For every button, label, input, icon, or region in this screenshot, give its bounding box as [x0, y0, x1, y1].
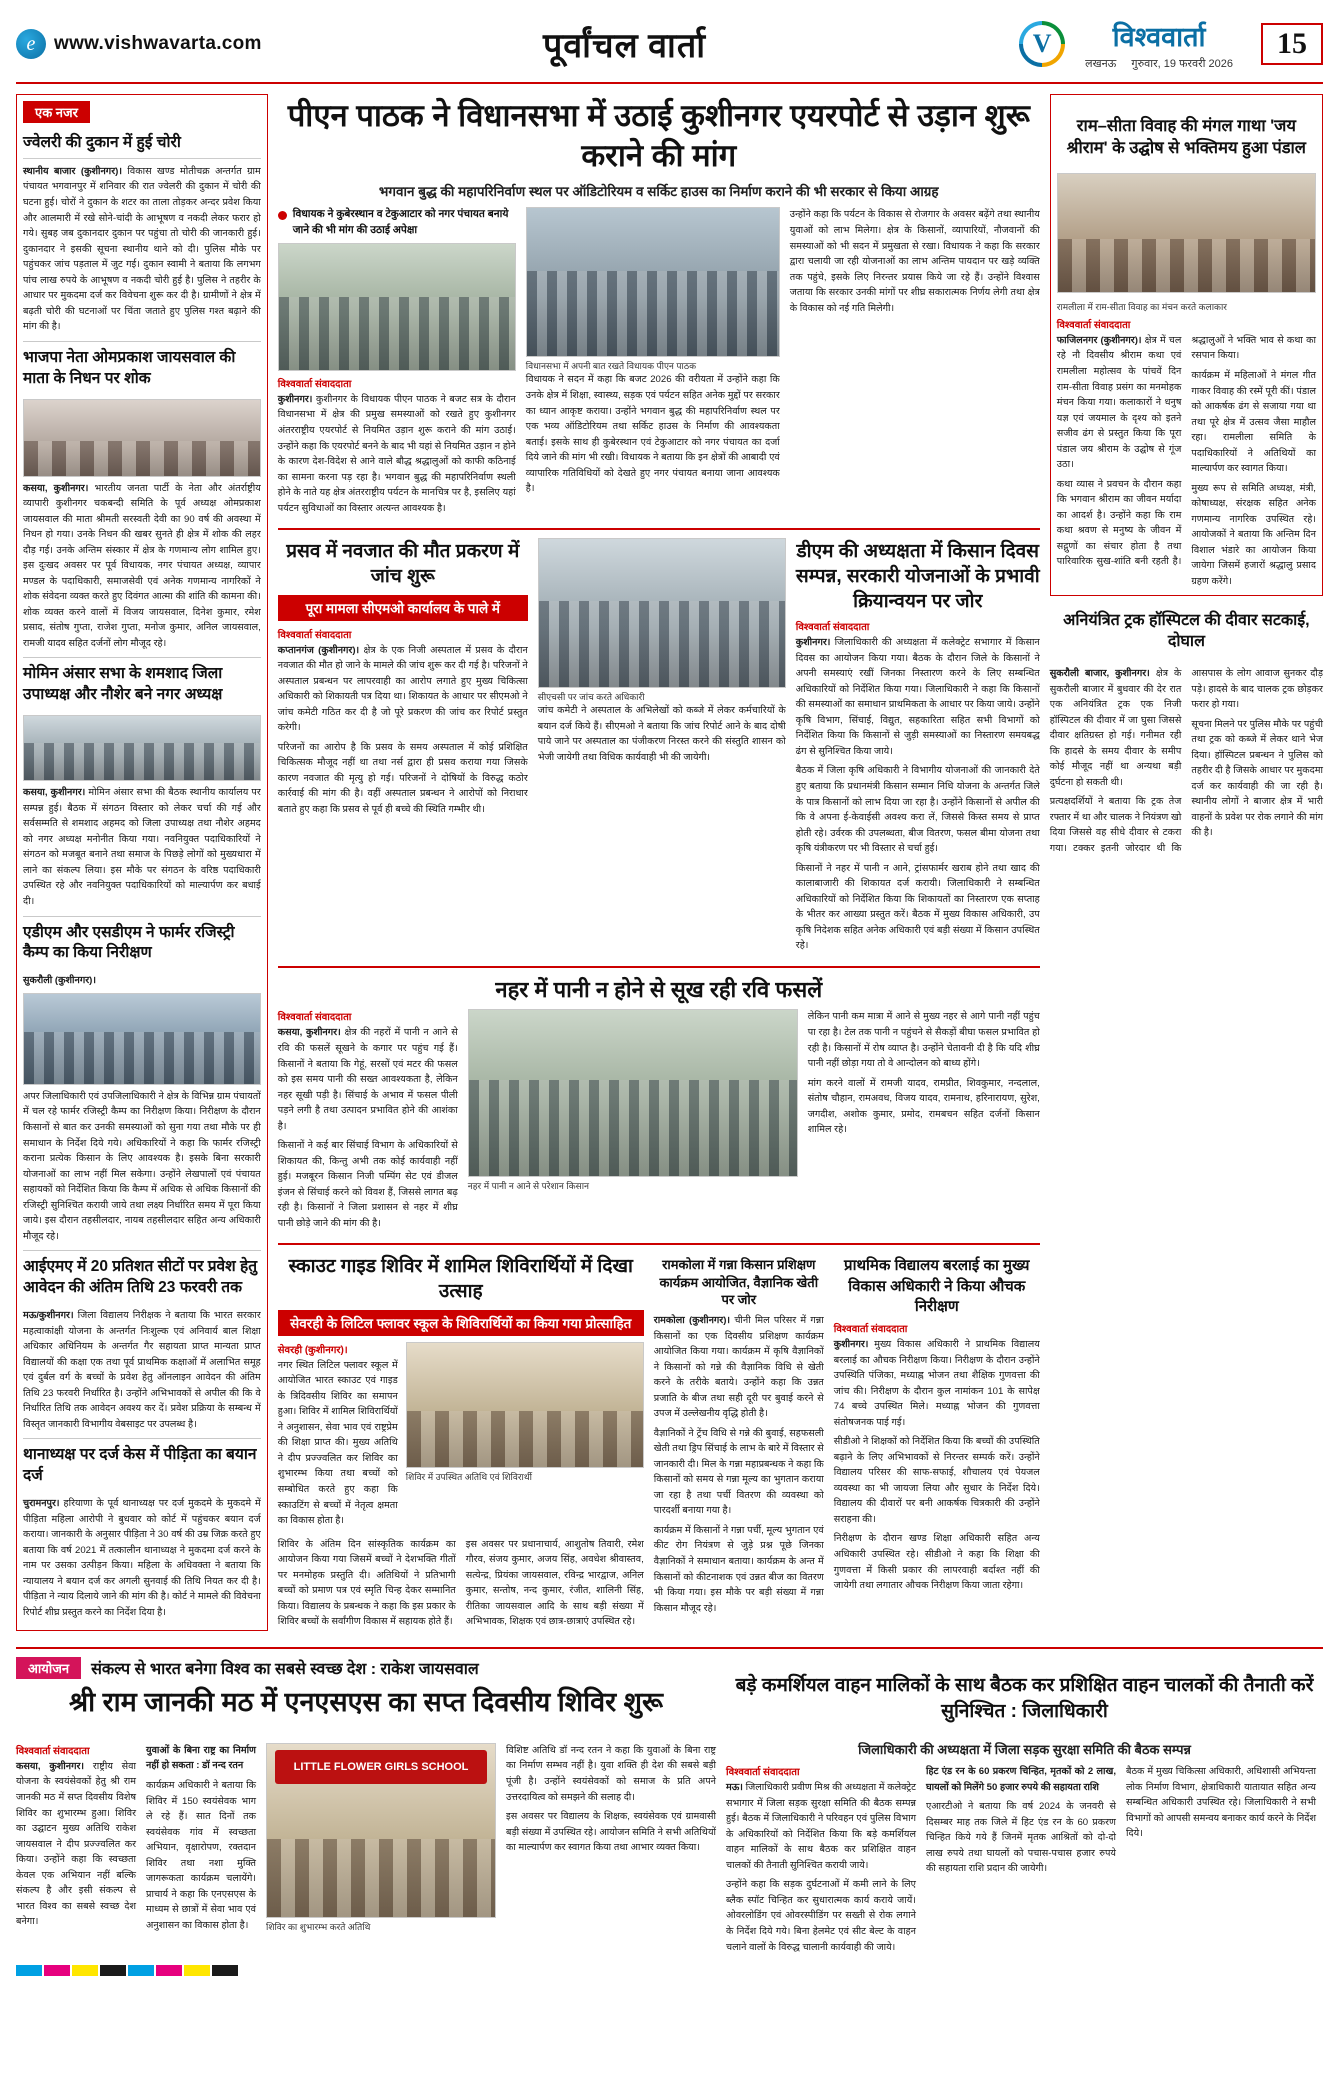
- scout-body-1: [278, 1358, 398, 1529]
- nss-photo: [266, 1743, 496, 1918]
- nahar-dateline: कसया, कुशीनगर।: [277, 1027, 341, 1039]
- dm-road-sidenote: [926, 1764, 1116, 1795]
- truck-headline[interactable]: अनियंत्रित ट्रक हॉस्पिटल की दीवार सटकाई, दोघाल: [1063, 611, 1310, 651]
- dm-byline: विश्ववार्ता संवाददाता: [795, 622, 870, 634]
- brand-subline: [1079, 56, 1239, 71]
- lead-body-2: [526, 372, 780, 496]
- truck-byline: सुकरौली बाजार, कुशीनगर।: [1049, 668, 1150, 680]
- lead-body-3: [790, 207, 1040, 316]
- scout-photo-caption: शिविर में उपस्थित अतिथि एवं शिविरार्थी: [405, 1471, 532, 1482]
- brief-photo-2: [23, 399, 261, 477]
- lead-body-1: [278, 392, 516, 516]
- truck-story: [1050, 610, 1323, 857]
- school-banner: LITTLE FLOWER GIRLS SCHOOL: [275, 1750, 487, 1784]
- brief-headline-3[interactable]: मोमिन अंसार सभा के शमशाद जिला उपाध्यक्ष और नौशेर बने नगर अध्यक्ष: [23, 665, 223, 704]
- lead-text-1: कुशीनगर के विधायक पीएन पाठक ने बजट सत्र के दौरान विधानसभा में क्षेत्र की प्रमुख समस्याओं को रखते हुए कुशीनगर अंतरराष्ट्रीय एयरपोर्ट से नियमित उड़ान शुरू कराने की मांग उठाई। उन्होंने कहा कि एयरपोर्ट बनने के बाद भी यहां से नियमित उड़ान न होने के कारण देश-विदेश से आने वाले बौद्ध श्रद्धालुओं को काफी कठिनाई का सामना करना पड़ रहा है। भगवान बुद्ध की महापरिनिर्वाण स्थली होने के नाते यह क्षेत्र अंतरराष्ट्रीय पर्यटन के मानचित्र पर है, इसलिए यहां पर्यटन सुविधाओं का विस्तार अत्यन्त आवश्यक है।: [277, 393, 516, 514]
- prasav-text-1: क्षेत्र के एक निजी अस्पताल में प्रसव के दौरान नवजात की मौत हो जाने के मामले की जांच शुरू कर दी गई है। परिजनों ने अस्पताल प्रबन्धन पर लापरवाही का आरोप लगाते हुए मुख्य चिकित्सा अधिकारी को शिकायती पत्र दिया था। शिकायत के आधार पर सीएमओ ने जांच कमेटी गठित कर दी है जो पूरे प्रकरण की जांच कर रिपोर्ट प्रस्तुत करेगी।: [277, 644, 528, 734]
- scout-headline[interactable]: स्काउट गाइड शिविर में शामिल शिविरार्थियों में दिखा उत्साह: [288, 1256, 633, 1303]
- dm-road-text-4: बैठक में मुख्य चिकित्सा अधिकारी, अधिशासी अभियन्ता लोक निर्माण विभाग, क्षेत्राधिकारी यातायात सहित अन्य सम्बन्धित अधिकारी उपस्थित रहे। जिलाधिकारी ने सभी विभागों को आपसी समन्वय बनाकर कार्य करने के निर्देश दिये।: [1126, 1766, 1316, 1840]
- nss-body-3: [506, 1743, 716, 1856]
- nahar-photo-caption: नहर में पानी न आने से परेशान किसान: [467, 1181, 590, 1192]
- dm-road-sidenote-text: हिट एंड रन के 60 प्रकरण चिन्हित, मृतकों को 2 लाख, घायलों को मिलेंगे 50 हजार रुपये की सहायता राशि: [926, 1766, 1116, 1793]
- brief-byline-2: कसया, कुशीनगर।: [23, 482, 89, 494]
- bullet-dot-icon: [278, 211, 287, 220]
- nahar-photo: [468, 1009, 798, 1177]
- lead-text-3: उन्होंने कहा कि पर्यटन के विकास से रोजगार के अवसर बढ़ेंगे तथा स्थानीय युवाओं को लाभ मिलेगा। क्षेत्र के किसानों, व्यापारियों, नौजवानों की समस्याओं को भी सदन में प्रमुखता से रखा। विधायक ने कहा कि सरकार द्वारा चलायी जा रही योजनाओं का लाभ अन्तिम पायदान पर खड़े व्यक्ति तक पहुंचे, इसके लिए निरन्तर प्रयास किये जा रहे हैं। उन्होंने विश्वास जताया कि सरकार उनकी मांगों पर शीघ्र सकारात्मक निर्णय लेगी तथा क्षेत्र के विकास को नई गति मिलेगी।: [789, 209, 1040, 314]
- barlai-text-2: सीडीओ ने शिक्षकों को निर्देशित किया कि बच्चों की उपस्थिति बढ़ाने के लिए अभिभावकों से निरन्तर सम्पर्क करें। उन्होंने विद्यालय परिसर की साफ-सफाई, शौचालय एवं पेयजल व्यवस्था का भी जायजा लिया और सुधार के निर्देश दिये। विद्यालय की दीवारों पर बनी आकर्षक चित्रकारी की उन्होंने सराहना की।: [833, 1436, 1040, 1525]
- story-barlai: [834, 1253, 1040, 1633]
- brief-body-4a: [23, 973, 261, 989]
- publish-date: गुरुवार, 19 फरवरी 2026: [1131, 58, 1233, 70]
- nahar-body-1: [278, 1025, 458, 1231]
- dm-dateline: कुशीनगर।: [795, 637, 831, 649]
- prasav-body-1: [278, 643, 528, 818]
- lead-subhead: भगवान बुद्ध की महापरिनिर्वाण स्थल पर ऑडिटोरियम व सर्किट हाउस का निर्माण कराने की भी सरकार से किया आग्रह: [378, 183, 939, 199]
- dm-road-body-3: [1126, 1764, 1316, 1842]
- nss-text-2: कार्यक्रम अधिकारी ने बताया कि शिविर में 150 स्वयंसेवक भाग ले रहे हैं। सात दिनों तक स्वयंसेवक गांव में स्वच्छता अभियान, वृक्षारोपण, रक्तदान शिविर तथा नशा मुक्ति जागरूकता कार्यक्रम चलायेंगे। प्राचार्य ने कहा कि एनएसएस के माध्यम से छात्रों में सेवा भाव एवं अनुशासन का विकास होता है।: [146, 1779, 256, 1931]
- nahar-text-2: किसानों ने कई बार सिंचाई विभाग के अधिकारियों से शिकायत की, किन्तु अभी तक कोई कार्यवाही नहीं हुई। मजबूरन किसान निजी पम्पिंग सेट एवं डीजल इंजन से सिंचाई करने को विवश हैं, जिससे लागत बढ़ रही है। किसानों ने जिला प्रशासन से नहर में शीघ्र पानी छोड़े जाने की मांग की है।: [277, 1140, 458, 1229]
- lead-bullet-1: [278, 207, 516, 237]
- lead-byline: विश्ववार्ता संवाददाता: [277, 378, 352, 390]
- nss-text-4: इस अवसर पर विद्यालय के शिक्षक, स्वयंसेवक एवं ग्रामवासी बड़ी संख्या में उपस्थित रहे। आयोजन समिति ने सभी अतिथियों का माल्यार्पण कर स्वागत किया तथा आभार व्यक्त किया।: [506, 1811, 716, 1854]
- nss-byline: विश्ववार्ता संवाददाता: [16, 1745, 90, 1757]
- ram-dateline: फाजिलनगर (कुशीनगर)।: [1056, 334, 1142, 346]
- barlai-dateline: कुशीनगर।: [833, 1339, 869, 1351]
- ramkola-text-2: वैज्ञानिकों ने ट्रेंच विधि से गन्ने की बुवाई, सहफसली खेती तथा ड्रिप सिंचाई के लाभ के बारे में विस्तार से जानकारी दी। मिल के गन्ना महाप्रबन्धक ने कहा कि किसानों को समय से गन्ना मूल्य का भुगतान कराया जा रहा है तथा पर्ची वितरण की व्यवस्था को पारदर्शी बनाया गया है।: [653, 1427, 824, 1517]
- brief-body-4: [23, 1089, 261, 1244]
- dm-road-byline: विश्ववार्ता संवाददाता: [726, 1767, 800, 1779]
- ram-photo: [1057, 173, 1316, 293]
- brief-text-4: अपर जिलाधिकारी एवं उपजिलाधिकारी ने क्षेत्र के विभिन्न ग्राम पंचायतों में चल रहे फार्मर रजिस्ट्री कैम्प का निरीक्षण किया। निरीक्षण के दौरान किसानों से बात कर उनकी समस्याओं को सुना गया तथा मौके पर ही समाधान के निर्देश दिये गये। अधिकारियों ने कहा कि फार्मर रजिस्ट्री कराना प्रत्येक किसान के लिए आवश्यक है। इसके बिना सरकारी योजनाओं का लाभ नहीं मिल सकेगा। उन्होंने लेखपालों एवं पंचायत सहायकों को निर्देशित किया कि कैम्प में अधिक से अधिक किसानों की रजिस्ट्री सुनिश्चित करायी जाये तथा लक्ष्य निर्धारित समय में पूरा किया जाये। इस दौरान तहसीलदार, नायब तहसीलदार सहित अन्य अधिकारी मौजूद रहे।: [23, 1090, 261, 1242]
- brief-text-6: हरियाणा के पूर्व थानाध्यक्ष पर दर्ज मुकदमे के मुकदमे में पीड़िता महिला आरोपी ने बुधवार को कोर्ट में पहुंचकर बयान दर्ज कराया। जानकारी के अनुसार पीड़िता ने 30 वर्ष की उम्र जिक्र करते हुए बताया कि वर्ष 2021 में तत्कालीन थानाध्यक्ष ने मुकदमा दर्ज करने के नाम पर उसका उत्पीड़न किया। महिला के अधिवक्ता ने बताया कि न्यायालय ने बयान दर्ज कर अगली सुनवाई की तिथि नियत कर दी है। पीड़िता ने न्याय दिलाये जाने की मांग की है। कोर्ट ने मामले की विवेचना रिपोर्ट शीघ्र प्रस्तुत करने का निर्देश दिया है।: [23, 1498, 261, 1618]
- story-scout: [278, 1253, 644, 1633]
- ramkola-byline: रामकोला (कुशीनगर)।: [653, 1315, 731, 1326]
- ram-headline[interactable]: राम–सीता विवाह की मंगल गाथा 'जय श्रीराम' के उद्घोष से भक्तिमय हुआ पंडाल: [1066, 116, 1306, 157]
- prasav-photo-caption: सीएचसी पर जांच करते अधिकारी: [537, 692, 645, 703]
- right-column: [1050, 94, 1323, 1639]
- truck-body: [1050, 666, 1323, 856]
- truck-text-3: सूचना मिलने पर पुलिस मौके पर पहुंची तथा ट्रक को कब्जे में लेकर थाने भेज दिया। हॉस्पिटल प्रबन्धन ने पुलिस को तहरीर दी है जिसके आधार पर मुकदमा दर्ज कर कार्यवाही की जा रही है। स्थानीय लोगों ने बाजार क्षेत्र में भारी वाहनों के प्रवेश पर रोक लगाने की मांग की है।: [1191, 718, 1323, 839]
- ram-text-2: कथा व्यास ने प्रवचन के दौरान कहा कि भगवान श्रीराम का जीवन मर्यादा का आदर्श है। उन्होंने कहा कि राम कथा श्रवण से मनुष्य के जीवन में सद्गुणों का संचार होता है तथा पारिवारिक सुख-शांति बनी रहती है। श्रद्धालुओं ने भक्ति भाव से कथा का रसपान किया।: [1056, 334, 1316, 568]
- row-scout-ramkola-barlai: [278, 1253, 1040, 1633]
- brief-headline-1[interactable]: ज्वेलरी की दुकान में हुई चोरी: [23, 133, 261, 159]
- middle-column: [278, 94, 1040, 1639]
- nss-text-3: विशिष्ट अतिथि डॉ नन्द रतन ने कहा कि युवाओं के बिना राष्ट्र का निर्माण सम्भव नहीं है। युवा शक्ति ही देश की सबसे बड़ी पूंजी है। उन्होंने स्वयंसेवकों को समाज के प्रति अपने उत्तरदायित्व को समझने की सलाह दी।: [506, 1744, 716, 1803]
- brief-photo-3: [23, 715, 261, 781]
- ram-text-3: कार्यक्रम में महिलाओं ने मंगल गीत गाकर विवाह की रस्में पूरी कीं। पंडाल को आकर्षक ढंग से सजाया गया था तथा पूरे क्षेत्र में उत्सव जैसा माहौल रहा। रामलीला समिति के पदाधिकारियों ने अतिथियों का माल्यार्पण कर स्वागत किया।: [1191, 369, 1316, 475]
- story-ramkola: [654, 1253, 824, 1633]
- dm-road-headline[interactable]: बड़े कमर्शियल वाहन मालिकों के साथ बैठक कर प्रशिक्षित वाहन चालकों की तैनाती करें सुनिश्चित : जिलाधिकारी: [735, 1675, 1314, 1722]
- brief-body-2: [23, 481, 261, 652]
- scout-text-2: शिविर के अंतिम दिन सांस्कृतिक कार्यक्रम का आयोजन किया गया जिसमें बच्चों ने देशभक्ति गीतों पर मनमोहक प्रस्तुति दी। अतिथियों ने प्रतिभागी बच्चों को प्रमाण पत्र एवं स्मृति चिन्ह देकर सम्मानित किया। विद्यालय के प्रबन्धक ने कहा कि इस प्रकार के शिविर बच्चों के सर्वांगीण विकास में सहायक होते हैं।: [277, 1538, 456, 1628]
- aayojan-strap: संकल्प से भारत बनेगा विश्व का सबसे स्वच्छ देश : राकेश जायसवाल: [91, 1661, 479, 1679]
- e-logo-icon: e: [16, 29, 46, 59]
- scout-text-3: इस अवसर पर प्रधानाचार्य, आशुतोष तिवारी, रमेश गौरव, संजय कुमार, अजय सिंह, अवधेश श्रीवास्तव, सत्येन्द्र, प्रियंका जायसवाल, रविन्द्र भारद्वाज, अनिल कुमार, सन्तोष, नन्द कुमार, रंजीत, शालिनी सिंह, रीतिका जायसवाल आदि के साथ बड़ी संख्या में अभिभावक, शिक्षक एवं छात्र-छात्राएं उपस्थित रहे।: [465, 1538, 644, 1628]
- truck-text-2: प्रत्यक्षदर्शियों ने बताया कि ट्रक तेज रफ्तार में था और चालक ने नियंत्रण खो दिया जिससे वह सीधे दीवार से टकरा गया। टक्कर इतनी जोरदार थी कि आसपास के लोग आवाज सुनकर दौड़ पड़े। हादसे के बाद चालक ट्रक छोड़कर फरार हो गया।: [1049, 668, 1323, 854]
- brief-headline-6[interactable]: थानाध्यक्ष पर दर्ज केस में पीड़िता का बयान दर्ज: [23, 1446, 257, 1485]
- prasav-text-3: जांच कमेटी ने अस्पताल के अभिलेखों को कब्जे में लेकर कर्मचारियों के बयान दर्ज किये हैं। सीएमओ ने बताया कि जांच रिपोर्ट आने के बाद दोषी पाये जाने पर अस्पताल का पंजीकरण निरस्त करने की संस्तुति शासन को भेजी जायेगी तथा विधिक कार्यवाही भी की जायेगी।: [537, 705, 786, 763]
- brief-headline-2[interactable]: भाजपा नेता ओमप्रकाश जायसवाल की माता के निधन पर शोक: [23, 348, 236, 387]
- lead-bullet-text-1: विधायक ने कुबेरस्थान व टेकुआटार को नगर पंचायत बनाये जाने की भी मांग की उठाई अपेक्षा: [292, 208, 509, 236]
- dm-road-text-1: जिलाधिकारी प्रवीण मिश्र की अध्यक्षता में कलेक्ट्रेट सभागार में जिला सड़क सुरक्षा समिति की बैठक सम्पन्न हुई। बैठक में जिलाधिकारी ने परिवहन एवं पुलिस विभाग के अधिकारियों को निर्देशित किया कि बड़े कमर्शियल वाहन मालिकों के साथ बैठक कर प्रशिक्षित वाहन चालकों की तैनाती सुनिश्चित करायी जाये।: [726, 1782, 917, 1871]
- dm-road-text-2: उन्होंने कहा कि सड़क दुर्घटनाओं में कमी लाने के लिए ब्लैक स्पॉट चिन्हित कर सुधारात्मक कार्य कराये जायें। ओवरलोडिंग एवं ओवरस्पीडिंग पर सख्ती से रोक लगाने के निर्देश दिये गये। बिना हेलमेट एवं सीट बेल्ट के वाहन चलाने वालों के विरुद्ध चालानी कार्यवाही की जाये।: [726, 1879, 916, 1953]
- page-number: 15: [1261, 23, 1323, 65]
- barlai-byline: विश्ववार्ता संवाददाता: [833, 1324, 908, 1336]
- page-content: [16, 94, 1323, 1639]
- ram-text-4: मुख्य रूप से समिति अध्यक्ष, मंत्री, कोषाध्यक्ष, संरक्षक सहित अनेक गणमान्य नागरिक उपस्थित रहे। आयोजकों ने बताया कि अन्तिम दिन विशाल भंडारे का आयोजन किया जायेगा जिसमें हजारों श्रद्धालु प्रसाद ग्रहण करेंगे।: [1191, 482, 1316, 587]
- brief-body-3: [23, 785, 261, 909]
- barlai-text-3: निरीक्षण के दौरान खण्ड शिक्षा अधिकारी सहित अन्य अधिकारी उपस्थित रहे। सीडीओ ने कहा कि शिक्षा की गुणवत्ता में किसी प्रकार की लापरवाही बर्दाश्त नहीं की जायेगी तथा लगातार औचक निरीक्षण किया जाता रहेगा।: [833, 1533, 1040, 1592]
- barlai-headline[interactable]: प्राथमिक विद्यालय बरलाई का मुख्य विकास अधिकारी ने किया औचक निरीक्षण: [844, 1257, 1030, 1315]
- lead-photo-caption: विधानसभा में अपनी बात रखते विधायक पीएन पाठक: [525, 361, 697, 372]
- brief-byline-1: स्थानीय बाजार (कुशीनगर)।: [23, 165, 122, 177]
- dm-road-text-3: एआरटीओ ने बताया कि वर्ष 2024 के जनवरी से दिसम्बर माह तक जिले में हिट एंड रन के 60 प्रकरण चिन्हित किये गये हैं जिनमें मृतक आश्रितों को दो-दो लाख रुपये तथा घायलों को पचास-पचास हजार रुपये की सहायता राशि प्रदान की जायेगी।: [926, 1801, 1116, 1875]
- nss-headline[interactable]: श्री राम जानकी मठ में एनएसएस का सप्त दिवसीय शिविर शुरू: [69, 1687, 663, 1718]
- brief-headline-5[interactable]: आईएमए में 20 प्रतिशत सीटों पर प्रवेश हेतु आवेदन की अंतिम तिथि 23 फरवरी तक: [23, 1258, 258, 1297]
- nahar-byline: विश्ववार्ता संवाददाता: [277, 1012, 352, 1024]
- brief-byline-6: चुरामनपुर।: [23, 1498, 60, 1510]
- brief-text-3: मोमिन अंसार सभा की बैठक स्थानीय कार्यालय पर सम्पन्न हुई। बैठक में संगठन विस्तार को लेकर चर्चा की गई और सर्वसम्मति से शमशाद अहमद को जिला उपाध्यक्ष तथा नौशेर अहमद को नगर अध्यक्ष मनोनीत किया गया। नवनियुक्त पदाधिकारियों ने संगठन को मजबूत बनाने तथा समाज के पिछड़े लोगों को मुख्यधारा में लाने का संकल्प लिया। इस मौके पर संगठन के वरिष्ठ पदाधिकारी उपस्थित रहे और नवनियुक्त पदाधिकारियों को माल्यार्पण कर बधाई दी।: [23, 787, 261, 908]
- dm-road-subline: जिलाधिकारी की अध्यक्षता में जिला सड़क सुरक्षा समिति की बैठक सम्पन्न: [858, 1742, 1191, 1758]
- barlai-text-1: मुख्य विकास अधिकारी ने प्राथमिक विद्यालय बरलाई का औचक निरीक्षण किया। निरीक्षण के दौरान उन्होंने उपस्थिति पंजिका, मध्याह्न भोजन तथा शैक्षिक गुणवत्ता की जांच की। निरीक्षण के दौरान कुल नामांकन 101 के सापेक्ष 74 बच्चे उपस्थित मिले। मध्याह्न भोजन की गुणवत्ता संतोषजनक पाई गई।: [833, 1339, 1040, 1428]
- lead-photo-main: [526, 207, 780, 357]
- ramkola-text-3: कार्यक्रम में किसानों ने गन्ना पर्ची, मूल्य भुगतान एवं कीट रोग नियंत्रण से जुड़े प्रश्न पूछे जिनका वैज्ञानिकों ने समाधान बताया। कार्यक्रम के अन्त में किसानों को कीटनाशक एवं उन्नत बीज का वितरण भी किया गया। इस मौके पर बड़ी संख्या में गन्ना किसान मौजूद रहे।: [653, 1524, 824, 1614]
- masthead-right: [903, 17, 1323, 71]
- brand-logo-icon: [1019, 21, 1065, 67]
- row-prasav-dm: [278, 538, 1040, 958]
- ram-byline: विश्ववार्ता संवाददाता: [1056, 319, 1131, 331]
- masthead-center: [346, 21, 903, 67]
- brief-headline-4[interactable]: एडीएम और एसडीएम ने फार्मर रजिस्ट्री कैम्प का किया निरीक्षण: [23, 923, 235, 962]
- dm-road-body-1: [726, 1780, 916, 1955]
- brief-body-1: [23, 164, 261, 335]
- nss-body-2: [146, 1778, 256, 1933]
- bottom-left-story: [16, 1657, 716, 1959]
- lead-headline[interactable]: पीएन पाठक ने विधानसभा में उठाई कुशीनगर एयरपोर्ट से उड़ान शुरू कराने की मांग: [287, 98, 1030, 174]
- dm-text-2: बैठक में जिला कृषि अधिकारी ने विभागीय योजनाओं की जानकारी देते हुए बताया कि प्रधानमंत्री किसान सम्मान निधि योजना के अन्तर्गत जिले के पात्र किसानों को लाभ दिया जा रहा है। उन्होंने किसानों से अपील की कि वे अपना ई-केवाईसी अवश्य करा लें, जिससे किस्त समय से प्राप्त होती रहे। उर्वरक की उपलब्धता, बीज वितरण, फसल बीमा योजना तथा कृषि यंत्रीकरण पर भी विस्तार से चर्चा हुई।: [795, 765, 1040, 855]
- barlai-body: [834, 1337, 1040, 1594]
- brand-name: विश्ववार्ता: [1112, 22, 1206, 52]
- brief-body-6: [23, 1496, 261, 1620]
- aayojan-tag: आयोजन: [16, 1657, 81, 1679]
- scout-body-2: [278, 1537, 644, 1634]
- nss-body-1: [16, 1759, 136, 1930]
- dm-road-dateline: मऊ।: [726, 1782, 743, 1794]
- brief-body-5: [23, 1308, 261, 1432]
- ram-story-box: [1050, 94, 1323, 596]
- brief-text-1: विकास खण्ड मोतीचक्र अन्तर्गत ग्राम पंचायत भगवानपुर में शनिवार की रात ज्वेलरी की दुकान में चोरी की घटना हुई। चोरों ने दुकान के शटर का ताला तोड़कर अन्दर प्रवेश किया और आलमारी में रखे सोने-चांदी के आभूषण व नकदी लेकर फरार हो गये। सुबह जब दुकानदार दुकान पर पहुंचा तो चोरी की जानकारी हुई। दुकानदार ने इसकी सूचना स्थानीय थाने को दी। पुलिस मौके पर पहुंचकर जांच पड़ताल में जुट गई। दुकान स्वामी ने बताया कि लगभग पांच लाख रुपये के आभूषण व नकदी चोरी हुई है। पुलिस ने तहरीर के आधार पर मुकदमा दर्ज कर विवेचना शुरू कर दी है। ग्रामीणों ने क्षेत्र में बढ़ती चोरी की घटनाओं पर चिंता जताते हुए पुलिस गश्त बढ़ाने की मांग की है।: [23, 165, 261, 333]
- nahar-headline[interactable]: नहर में पानी न होने से सूख रही रवि फसलें: [495, 976, 823, 1002]
- story-prasav-photo-col: [538, 538, 786, 958]
- brief-byline-3: कसया, कुशीनगर।: [23, 787, 86, 799]
- nahar-text-3: लेकिन पानी कम मात्रा में आने से मुख्य नहर से आगे पानी नहीं पहुंच पा रहा है। टेल तक पानी न पहुंचने से सैकड़ों बीघा फसल प्रभावित हो रही है। किसानों में रोष व्याप्त है। उन्होंने चेतावनी दी है कि यदि शीघ्र पानी नहीं छोड़ा गया तो वे आन्दोलन को बाध्य होंगे।: [807, 1011, 1040, 1070]
- prasav-byline: विश्ववार्ता संवाददाता: [277, 629, 352, 641]
- nss-subnote: [146, 1743, 256, 1774]
- place: लखनऊ: [1085, 58, 1117, 70]
- scout-photo: [406, 1342, 644, 1468]
- lead-photo-left: [278, 243, 516, 371]
- lead-story: [278, 96, 1040, 520]
- nss-subnote-text: युवाओं के बिना राष्ट्र का निर्माण नहीं हो सकता : डॉ नन्द रतन: [146, 1744, 256, 1772]
- masthead-left: [16, 29, 346, 59]
- brief-text-2: भारतीय जनता पार्टी के नेता और अंतर्राष्ट्रीय व्यापारी कुशीनगर चकबन्दी समिति के पूर्व अध्यक्ष ओमप्रकाश जायसवाल की माता श्रीमती सरस्वती देवी का 90 वर्ष की अवस्था में निधन हो गया। उनके निधन की खबर सुनते ही क्षेत्र में शोक की लहर दौड़ गई। उनके अन्तिम संस्कार में क्षेत्र के गणमान्य लोग शामिल हुए। इस दुःखद अवसर पर पूर्व विधायक, नगर पंचायत अध्यक्ष, व्यापार मण्डल के पदाधिकारी, समाजसेवी एवं अनेक गणमान्य नागरिकों ने शोक संवेदना व्यक्त करते हुए दिवंगत आत्मा की शांति की कामना की। शोक व्यक्त करने वालों में विजय जायसवाल, दिनेश कुमार, रमेश प्रसाद, संतोष गुप्ता, राजेश गुप्ता, मनोज कुमार, अनिल जायसवाल, रामजी यादव सहित दर्जनों लोग मौजूद रहे।: [23, 482, 261, 649]
- brief-byline-4: सुकरौली (कुशीनगर)।: [23, 975, 96, 987]
- prasav-ribbon: पूरा मामला सीएमओ कार्यालय के पाले में: [278, 595, 528, 621]
- ram-text-1: क्षेत्र में चल रहे नौ दिवसीय श्रीराम कथा एवं रामलीला महोत्सव के पांचवें दिन राम-सीता विवाह प्रसंग का मनमोहक मंचन किया गया। कलाकारों ने धनुष यज्ञ एवं जयमाल के दृश्य को इतने सजीव ढंग से प्रस्तुत किया कि पूरा पंडाल जय श्रीराम के उद्घोष से गूंज उठा।: [1056, 334, 1182, 471]
- dm-text-3: किसानों ने नहर में पानी न आने, ट्रांसफार्मर खराब होने तथा खाद की कालाबाजारी की शिकायत दर्ज करायी। जिलाधिकारी ने सम्बन्धित अधिकारियों को निर्देशित किया कि शिकायतों का निस्तारण एक सप्ताह के भीतर कर आख्या प्रस्तुत करें। बैठक में मुख्य विकास अधिकारी, उप कृषि निदेशक सहित अनेक अधिकारी एवं बड़ी संख्या में किसान उपस्थित रहे।: [795, 862, 1040, 952]
- brief-text-5: जिला विद्यालय निरीक्षक ने बताया कि भारत सरकार महत्वाकांक्षी योजना के अन्तर्गत निःशुल्क एवं अनिवार्य बाल शिक्षा अधिकार अधिनियम के अन्तर्गत गैर सहायता प्राप्त मान्यता प्राप्त विद्यालयों की कक्षा एक तथा पूर्व प्राथमिक कक्षाओं में अलाभित समूह एवं दुर्बल वर्ग के बच्चों के प्रवेश हेतु ऑनलाइन आवेदन की अंतिम तिथि 23 फरवरी निर्धारित है। उन्होंने अभिभावकों से अपील की कि वे निर्धारित तिथि तक आवेदन अवश्य कर दें। प्रवेश प्रक्रिया के सम्बन्ध में विस्तृत जानकारी विभागीय वेबसाइट पर उपलब्ध है।: [23, 1310, 261, 1430]
- lead-dateline: कुशीनगर।: [277, 393, 313, 405]
- left-column: [16, 94, 268, 1639]
- aayojan-row: [16, 1657, 716, 1679]
- prasav-dateline: कप्तानगंज (कुशीनगर)।: [277, 644, 360, 656]
- nss-dateline: कसया, कुशीनगर।: [16, 1760, 85, 1772]
- scout-text-1: नगर स्थित लिटिल फ्लावर स्कूल में आयोजित भारत स्काउट एवं गाइड के त्रिदिवसीय शिविर का समापन हुआ। शिविर में शामिल शिविरार्थियों ने अनुशासन, सेवा भाव एवं राष्ट्रप्रेम की शिक्षा प्राप्त की। मुख्य अतिथि ने दीप प्रज्ज्वलित कर शिविर का शुभारम्भ किया तथा बच्चों को सम्बोधित करते हुए कहा कि स्काउटिंग से बच्चों में नेतृत्व क्षमता का विकास होता है।: [277, 1359, 398, 1527]
- scout-ribbon: सेवरही के लिटिल फ्लावर स्कूल के शिविरार्थियों का किया गया प्रोत्साहित: [278, 1310, 644, 1336]
- dm-road-body-2: [926, 1799, 1116, 1877]
- nahar-text-4: मांग करने वालों में रामजी यादव, रामप्रीत, शिवकुमार, नन्दलाल, संतोष चौहान, रामअवध, विजय यादव, रामनाथ, हरिनारायण, सुरेश, जगदीश, अशोक कुमार, प्रमोद, रामबचन सहित दर्जनों किसान शामिल रहे।: [807, 1077, 1040, 1136]
- ramkola-text-1: चीनी मिल परिसर में गन्ना किसानों का एक दिवसीय प्रशिक्षण कार्यक्रम आयोजित किया गया। कार्यक्रम में कृषि वैज्ञानिकों ने किसानों को गन्ने की वैज्ञानिक विधि से खेती करने के तरीके बताये। उन्होंने कहा कि उन्नत प्रजाति के बीज तथा सही दूरी पर बुवाई करने से उपज में उल्लेखनीय वृद्धि होती है।: [653, 1315, 824, 1420]
- ramkola-headline[interactable]: रामकोला में गन्ना किसान प्रशिक्षण कार्यक्रम आयोजित, वैज्ञानिक खेती पर जोर: [659, 1257, 819, 1308]
- section-title: पूर्वांचल वार्ता: [542, 28, 707, 65]
- ram-body: [1057, 333, 1316, 590]
- brand-block: [1079, 17, 1239, 71]
- nss-photo-caption: शिविर का शुभारम्भ करते अतिथि: [266, 1921, 371, 1932]
- dm-body: [796, 635, 1040, 954]
- prasav-text-2: परिजनों का आरोप है कि प्रसव के समय अस्पताल में कोई प्रशिक्षित चिकित्सक मौजूद नहीं था तथा नर्स द्वारा ही प्रसव कराया गया जिसके कारण नवजात की मृत्यु हो गई। परिजनों ने दोषियों के विरुद्ध कठोर कार्रवाई की मांग की है। वहीं अस्पताल प्रबन्धन ने आरोपों को निराधार बताते हुए कहा कि प्रसव से पूर्व ही बच्चे की स्थिति गम्भीर थी।: [277, 741, 528, 815]
- scout-byline: सेवरही (कुशीनगर)।: [277, 1344, 348, 1356]
- nahar-body-2: [808, 1009, 1040, 1137]
- nahar-text-1: क्षेत्र की नहरों में पानी न आने से रवि की फसलें सूखने के कगार पर पहुंच गई हैं। किसानों ने बताया कि गेहूं, सरसों एवं मटर की फसल को इस समय पानी की सख्त आवश्यकता है, लेकिन नहर सूखी पड़ी है। सिंचाई के अभाव में फसल पीली पड़ने लगी है तथा उत्पादन प्रभावित होने की आशंका है।: [277, 1027, 458, 1132]
- bottom-right-story: [726, 1657, 1323, 1959]
- brief-byline-5: मऊ/कुशीनगर।: [23, 1310, 74, 1322]
- website-url[interactable]: www.vishwavarta.com: [54, 33, 262, 54]
- ram-photo-caption: रामलीला में राम-सीता विवाह का मंचन करते कलाकार: [1056, 301, 1227, 312]
- masthead: [16, 12, 1323, 84]
- prasav-photo: [538, 538, 786, 688]
- color-registration-bar: [16, 1965, 1323, 1976]
- dm-headline[interactable]: डीएम की अध्यक्षता में किसान दिवस सम्पन्न, सरकारी योजनाओं के प्रभावी क्रियान्वयन पर जोर: [795, 541, 1040, 612]
- brief-photo-4: [23, 993, 261, 1085]
- story-prasav: [278, 538, 528, 958]
- truck-text-1: क्षेत्र के सुकरौली बाजार में बुधवार की देर रात एक अनियंत्रित ट्रक एक निजी हॉस्पिटल की दीवार में जा घुसा जिससे दीवार क्षतिग्रस्त हो गई। गनीमत रही कि हादसे के समय दीवार के समीप कोई मौजूद नहीं था अन्यथा बड़ी दुर्घटना हो सकती थी।: [1049, 668, 1182, 788]
- prasav-body-3: [538, 703, 786, 765]
- dm-text-1: जिलाधिकारी की अध्यक्षता में कलेक्ट्रेट सभागार में किसान दिवस का आयोजन किया गया। बैठक के दौरान जिले के किसानों ने अपनी समस्याएं रखीं जिनका निस्तारण करने के लिए सम्बन्धित अधिकारियों को निर्देशित किया गया। जिलाधिकारी ने कहा कि किसानों की समस्याओं का समाधान प्राथमिकता के आधार पर किया जाये। उन्होंने कृषि विभाग, सिंचाई, विद्युत, सहकारिता सहित सभी विभागों को निर्देशित किया कि किसानों से जुड़ी समस्याओं का निस्तारण समयबद्ध ढंग से सुनिश्चित किया जाये।: [795, 637, 1040, 757]
- nss-text-1: राष्ट्रीय सेवा योजना के स्वयंसेवकों हेतु श्री राम जानकी मठ में सप्त दिवसीय विशेष शिविर का शुभारम्भ हुआ। शिविर का उद्घाटन मुख्य अतिथि राकेश जायसवाल ने दीप प्रज्ज्वलित कर किया। उन्होंने कहा कि स्वच्छता केवल एक अभियान नहीं बल्कि संकल्प है और इसी संकल्प से भारत विश्व का सबसे स्वच्छ देश बनेगा।: [16, 1760, 136, 1928]
- ramkola-body: [654, 1313, 824, 1616]
- ek-nazar-tag: एक नजर: [23, 101, 90, 123]
- bottom-zone: [16, 1647, 1323, 1959]
- lead-text-2: विधायक ने सदन में कहा कि बजट 2026 की वरीयता में उन्होंने कहा कि उनके क्षेत्र में शिक्षा, स्वास्थ्य, सड़क एवं पर्यटन सहित अनेक मुद्दों पर सरकार का ध्यान आकृष्ट कराया। उन्होंने भगवान बुद्ध की महापरिनिर्वाण स्थल पर एक भव्य ऑडिटोरियम तथा सर्किट हाउस के निर्माण की आवश्यकता बताई। इसके साथ ही कुबेरस्थान एवं टेकुआटार को नगर पंचायत का दर्जा दिये जाने की मांग भी रखी। विधायक ने बताया कि इन क्षेत्रों की आबादी एवं व्यापारिक गतिविधियों को देखते हुए नगर पंचायत बनाया जाना आवश्यक है।: [525, 374, 780, 495]
- story-dm: [796, 538, 1040, 958]
- story-nahar: [278, 976, 1040, 1236]
- prasav-headline[interactable]: प्रसव में नवजात की मौत प्रकरण में जांच शुरू: [286, 541, 520, 587]
- ek-nazar-box: [16, 94, 268, 1631]
